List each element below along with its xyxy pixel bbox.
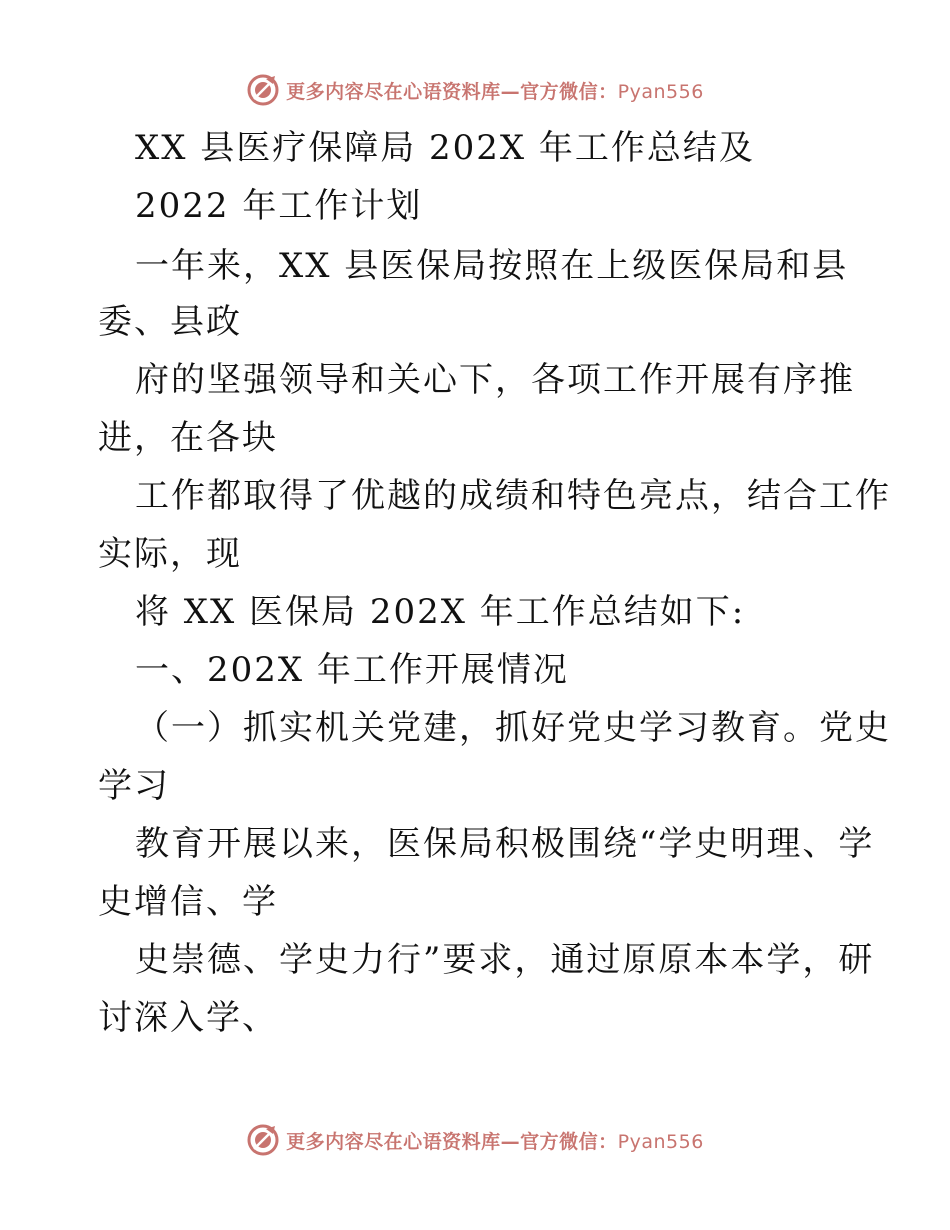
- seal-logo-icon: [246, 73, 280, 107]
- footer-banner: [0, 1120, 950, 1160]
- banner-text: 更多内容尽在心语资料库—官方微信：Pyan556: [286, 1130, 704, 1153]
- paragraph-line: 一年来，XX 县医保局按照在上级医保局和县: [135, 246, 849, 286]
- title-line-2: 2022 年工作计划: [135, 186, 423, 226]
- paragraph-line: 进，在各块: [98, 418, 278, 458]
- paragraph-line: 讨深入学、: [98, 998, 278, 1038]
- paragraph-line: 工作都取得了优越的成绩和特色亮点，结合工作: [135, 476, 891, 516]
- title-line-1: XX 县医疗保障局 202X 年工作总结及: [135, 128, 755, 168]
- seal-logo-icon: [246, 1123, 280, 1157]
- paragraph-line: 史增信、学: [98, 882, 278, 922]
- paragraph-line: 将 XX 医保局 202X 年工作总结如下:: [135, 592, 746, 632]
- paragraph-line: 史崇德、学史力行”要求，通过原原本本学，研: [135, 940, 875, 980]
- paragraph-line: 实际，现: [98, 534, 242, 574]
- paragraph-line: 委、县政: [98, 302, 242, 342]
- paragraph-line: 学习: [98, 766, 170, 806]
- paragraph-line: 府的坚强领导和关心下，各项工作开展有序推: [135, 360, 855, 400]
- header-banner: [0, 70, 950, 110]
- paragraph-line: 教育开展以来，医保局积极围绕“学史明理、学: [135, 824, 875, 864]
- subsection-heading-line: （一）抓实机关党建，抓好党史学习教育。党史: [135, 708, 891, 748]
- banner-text: 更多内容尽在心语资料库—官方微信：Pyan556: [286, 80, 704, 103]
- section-heading: 一、202X 年工作开展情况: [135, 650, 569, 690]
